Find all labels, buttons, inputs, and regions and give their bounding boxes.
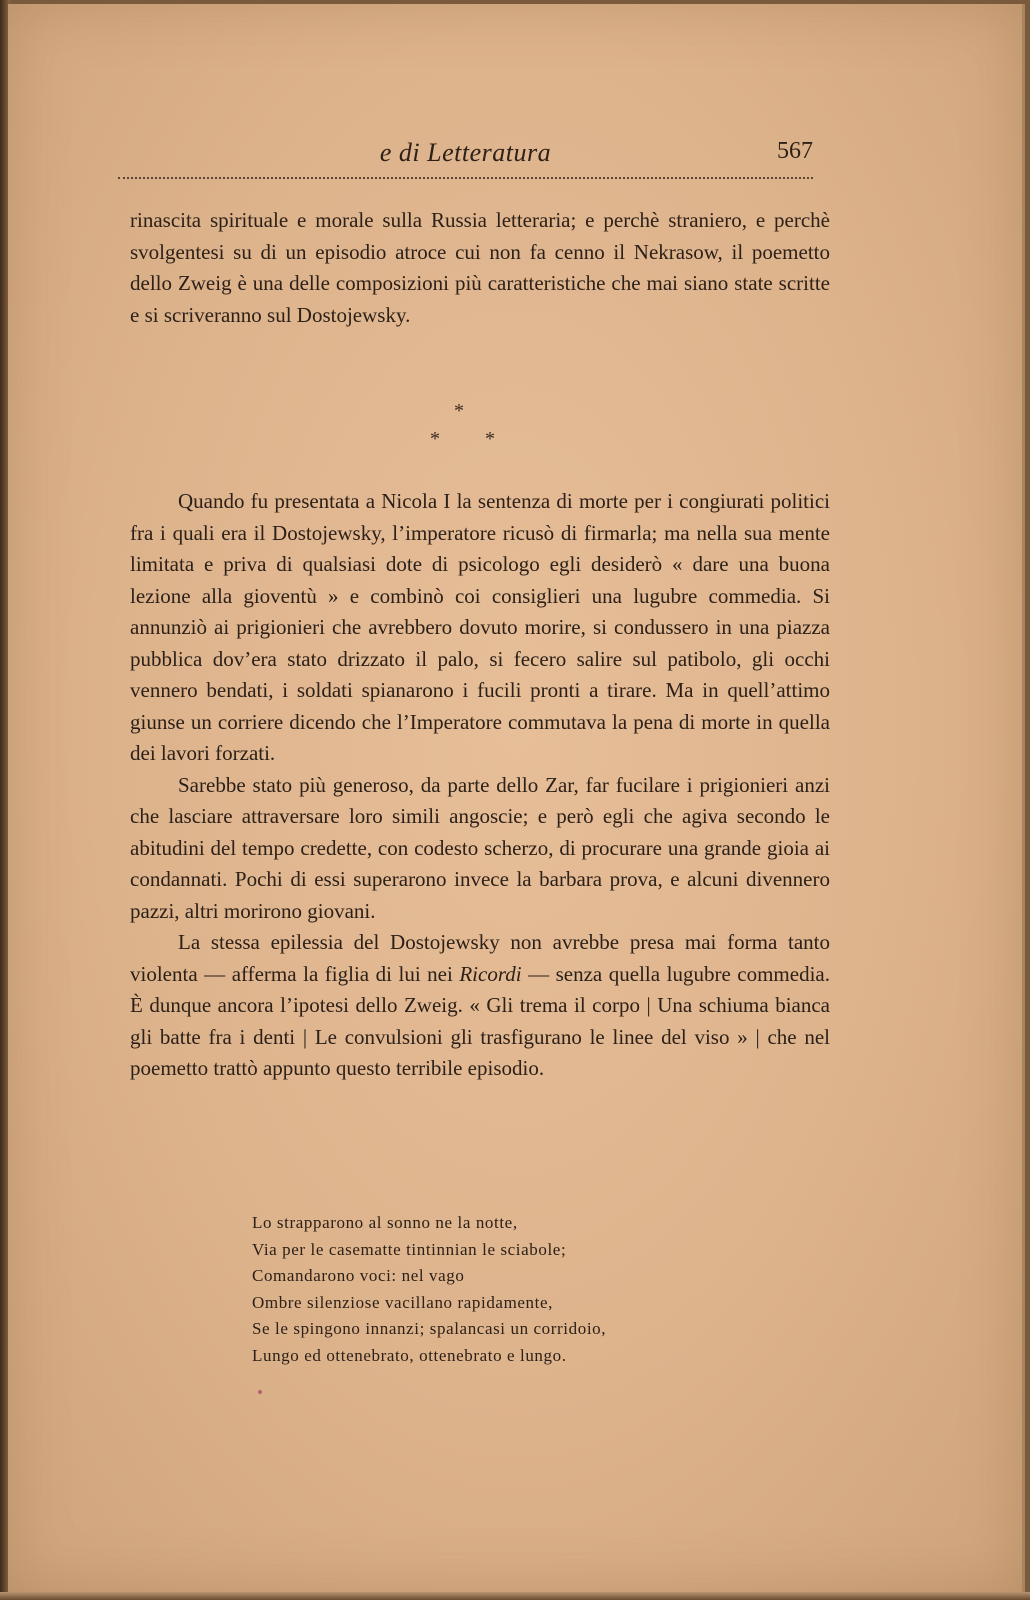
main-text: [130, 486, 830, 1085]
text-run: La stessa epilessia del Dostojewsky non avrebbe presa mai forma tanto violenta — afferma la figlia di lui nei: [130, 930, 830, 986]
paragraph-with-citation: [130, 927, 830, 1085]
text-run: — senza quella lugubre commedia. È dunque ancora l’ipotesi dello Zweig. « Gli trema il corpo | Una schiuma bianca gli batte fra i denti | Le convulsioni gli trasfigurano le linee del viso » | che nel poemetto trattò appunto questo terribile episodio.: [130, 961, 830, 1080]
ink-speck: [258, 1390, 262, 1394]
asterisk: *: [485, 428, 495, 450]
page-bottom-edge: [0, 1592, 1030, 1600]
poem-quote: [252, 1210, 772, 1369]
opening-paragraph: [130, 205, 830, 331]
poem-line: Lungo ed ottenebrato, ottenebrato e lungo.: [252, 1345, 567, 1365]
poem-line: Lo strapparono al sonno ne la notte,: [252, 1213, 518, 1232]
header-rule: [118, 177, 813, 179]
paragraph: Quando fu presentata a Nicola I la sentenza di morte per i congiurati politici fra i quali era il Dostojewsky, l’imperatore ricusò di firmarla; ma nella sua mente limitata e priva di qualsiasi dote di psicologo egli desiderò « dare una buona lezione alla gioventù » e combinò coi consiglieri una lugubre commedia. Si annunziò ai prigionieri che avrebbero dovuto morire, si condussero in una piazza pubblica dov’era stato drizzato il palo, si fecero salire sul patibolo, gli occhi vennero bendati, i soldati spianarono i fucili pronti a tirare. Ma in quell’attimo giunse un corriere dicendo che l’Imperatore commutava la pena di morte in quella dei lavori forzati.: [130, 489, 830, 765]
running-title: e di Letteratura: [379, 138, 552, 167]
page-header: [118, 138, 813, 178]
paragraph: Sarebbe stato più generoso, da parte dello Zar, far fucilare i prigionieri anzi che lasciare attraversare loro simili angoscie; e però egli che agiva secondo le abitudini del tempo credette, con codesto scherzo, di procurare una grande gioia ai condannati. Pochi di essi superarono invece la barbara prova, e alcuni divennero pazzi, altri morirono giovani.: [130, 772, 830, 923]
poem-line: Via per le casematte tintinnian le sciabole;: [252, 1239, 567, 1259]
poem-line: Comandarono voci: nel vago: [252, 1266, 465, 1285]
poem-line: Ombre silenziose vacillano rapidamente,: [252, 1292, 553, 1312]
page-number: 567: [777, 138, 813, 164]
asterisk: *: [430, 428, 440, 450]
cited-title: Ricordi: [459, 961, 522, 986]
section-break: [430, 400, 530, 460]
asterisk: *: [454, 400, 464, 422]
paragraph: rinascita spirituale e morale sulla Russia letteraria; e perchè straniero, e perchè svolgentesi su di un episodio atroce cui non fa cenno il Nekrasow, il poemetto dello Zweig è una delle composizioni più caratteristiche che mai siano state scritte e si scriveranno sul Dostojewsky.: [130, 208, 830, 327]
poem-line: Se le spingono innanzi; spalancasi un corridoio,: [252, 1319, 607, 1338]
